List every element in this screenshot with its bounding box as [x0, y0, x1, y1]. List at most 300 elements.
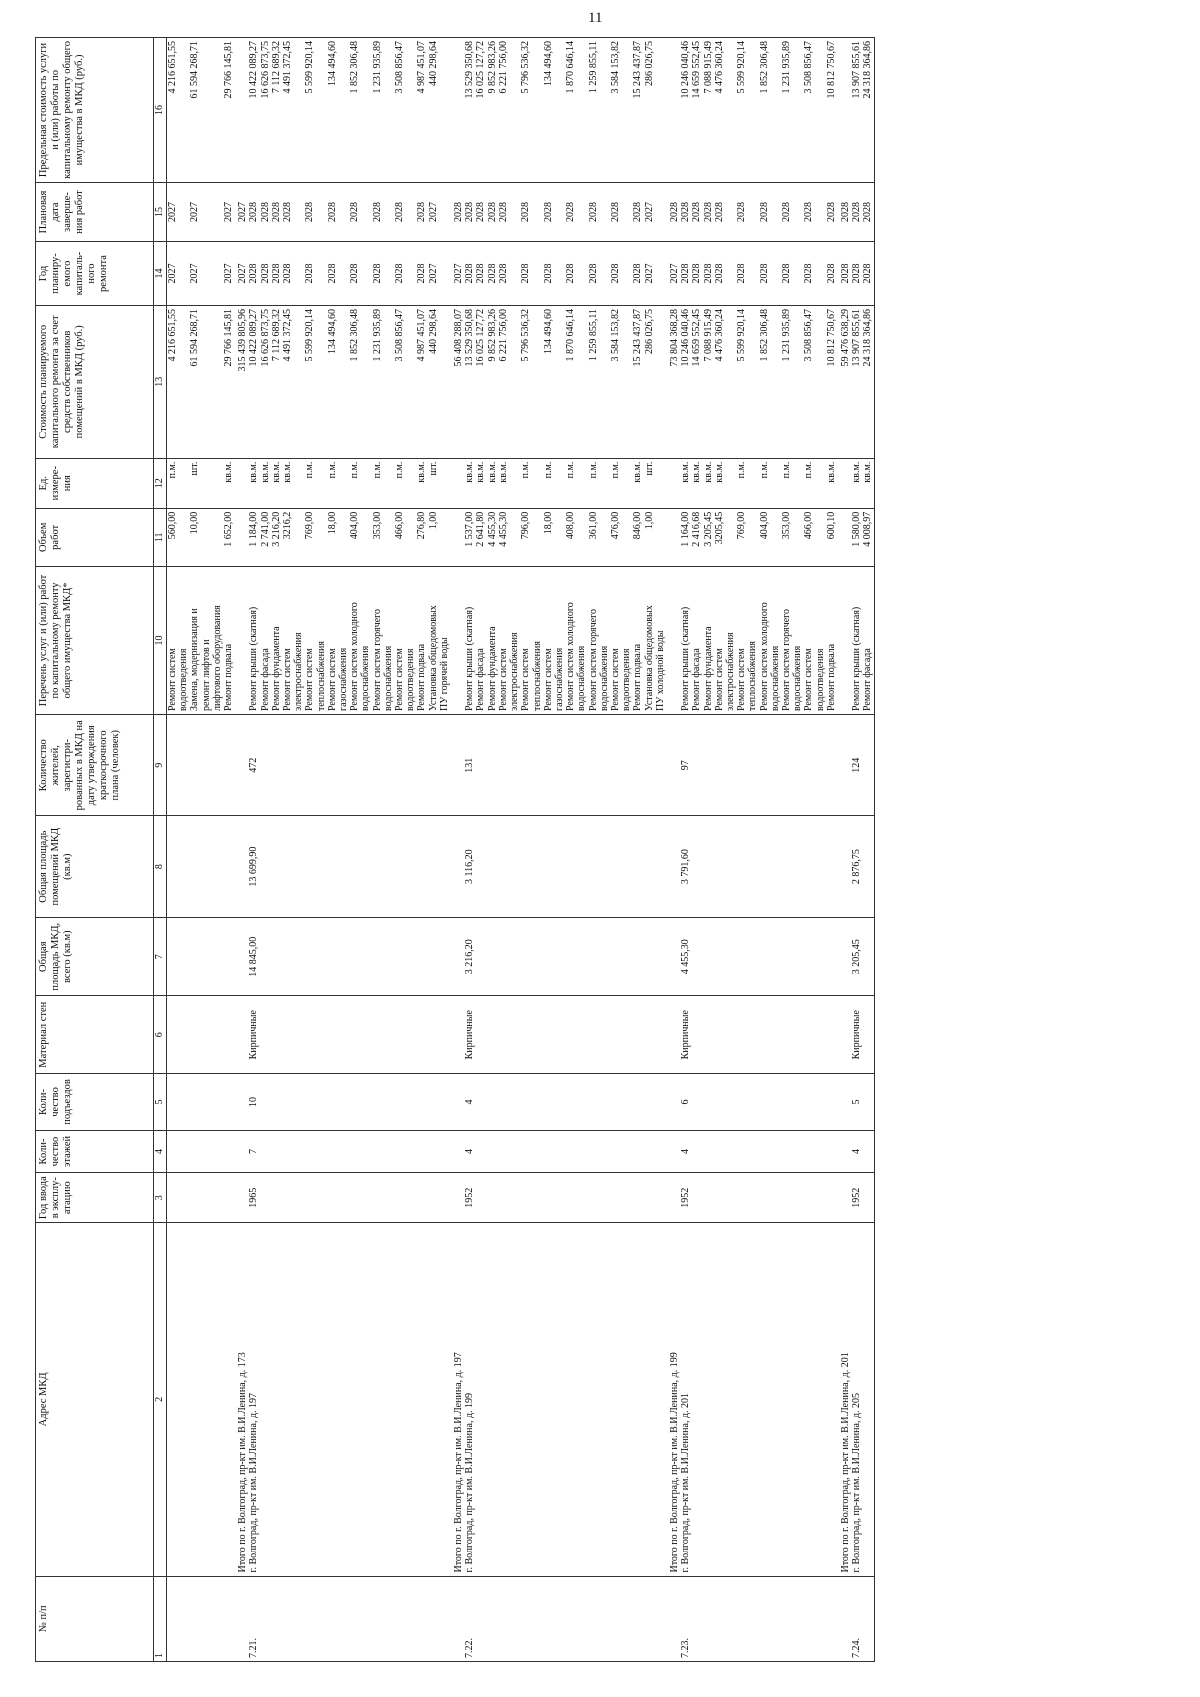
empty-cell — [282, 715, 293, 816]
empty-cell — [621, 917, 632, 996]
work-max-cost: 16 025 127,72 — [475, 38, 486, 183]
empty-cell — [316, 917, 327, 996]
empty-cell — [338, 1073, 349, 1130]
work-name: Ремонт крыши (скатная) — [680, 566, 691, 714]
empty-cell — [394, 715, 405, 816]
table-row — [520, 38, 531, 1662]
table-row — [439, 38, 450, 1662]
empty-cell — [837, 458, 851, 508]
empty-cell — [554, 715, 565, 816]
work-cost: 5 599 920,14 — [304, 305, 315, 458]
empty-cell — [826, 1130, 837, 1172]
column-header: Общая площадь МКД, всего (кв.м) — [36, 917, 154, 996]
empty-cell — [316, 1173, 327, 1223]
empty-cell — [372, 1173, 383, 1223]
empty-cell — [610, 1576, 621, 1661]
table-row — [282, 38, 293, 1662]
empty-cell — [167, 1576, 179, 1661]
work-volume: 3 205,45 — [703, 508, 714, 566]
work-volume: 3205,45 — [714, 508, 725, 566]
empty-cell — [498, 1173, 509, 1223]
empty-cell — [349, 917, 360, 996]
work-name: Ремонт подвала — [826, 566, 837, 714]
work-end-date — [212, 182, 223, 241]
empty-cell — [201, 1576, 212, 1661]
commission-year: 1952 — [680, 1173, 691, 1223]
work-unit: кв.м. — [260, 458, 271, 508]
work-cost: 61 594 268,71 — [189, 305, 200, 458]
work-cost: 1 852 306,48 — [349, 305, 360, 458]
table-row — [464, 38, 475, 1662]
table-row — [189, 38, 200, 1662]
empty-cell — [599, 1576, 610, 1661]
table-row — [725, 38, 736, 1662]
empty-cell — [475, 1073, 486, 1130]
empty-cell — [792, 996, 803, 1073]
empty-cell — [599, 1223, 610, 1576]
work-end-date: 2028 — [759, 182, 770, 241]
empty-cell — [792, 917, 803, 996]
empty-cell — [383, 1173, 394, 1223]
empty-cell — [520, 917, 531, 996]
empty-cell — [576, 917, 587, 996]
empty-cell — [439, 1130, 450, 1172]
empty-cell — [475, 1576, 486, 1661]
work-year: 2028 — [862, 242, 874, 306]
empty-cell — [792, 715, 803, 816]
column-number: 2 — [154, 1223, 167, 1576]
rooms-area: 3 116,20 — [464, 816, 475, 917]
empty-cell — [655, 1223, 666, 1576]
work-end-date: 2028 — [520, 182, 531, 241]
empty-cell — [520, 1073, 531, 1130]
building-address: г. Волгоград, пр-кт им. В.И.Ленина, д. 201 — [680, 1223, 691, 1576]
table-row — [498, 38, 509, 1662]
table-row — [316, 38, 327, 1662]
column-number: 13 — [154, 305, 167, 458]
work-cost — [747, 305, 758, 458]
empty-cell — [509, 1130, 520, 1172]
work-volume: 846,00 — [632, 508, 643, 566]
empty-cell — [803, 1073, 814, 1130]
empty-cell — [383, 1223, 394, 1576]
work-max-cost: 16 626 873,75 — [260, 38, 271, 183]
empty-cell — [599, 715, 610, 816]
empty-cell — [770, 1130, 781, 1172]
empty-cell — [349, 1073, 360, 1130]
empty-cell — [475, 715, 486, 816]
table-row — [703, 38, 714, 1662]
work-max-cost: 286 026,75 — [644, 38, 655, 183]
work-name: Ремонт систем — [803, 566, 814, 714]
work-unit: кв.м. — [862, 458, 874, 508]
work-year — [293, 242, 304, 306]
work-max-cost: 5 599 920,14 — [736, 38, 747, 183]
empty-cell — [770, 715, 781, 816]
work-year: 2028 — [632, 242, 643, 306]
column-header: Перечень услуг и (или) работ по капитальному ремонту общего имущества МКД* — [36, 566, 154, 714]
empty-cell — [576, 1223, 587, 1576]
empty-cell — [450, 1073, 464, 1130]
empty-cell — [588, 917, 599, 996]
capital-repair-table — [35, 37, 875, 1662]
header-row — [36, 38, 154, 1662]
work-year — [338, 242, 349, 306]
empty-cell — [736, 996, 747, 1073]
empty-cell — [260, 1173, 271, 1223]
empty-cell — [327, 816, 338, 917]
work-name: Ремонт систем горячего — [372, 566, 383, 714]
empty-cell — [565, 816, 576, 917]
column-header: Объем работ — [36, 508, 154, 566]
work-year — [201, 242, 212, 306]
total-cost: 315 439 805,96 — [234, 305, 248, 458]
table-row — [610, 38, 621, 1662]
empty-cell — [223, 1073, 234, 1130]
table-row — [680, 38, 691, 1662]
work-name: Ремонт подвала — [632, 566, 643, 714]
empty-cell — [201, 1130, 212, 1172]
empty-cell — [714, 996, 725, 1073]
empty-cell — [271, 996, 282, 1073]
work-end-date: 2028 — [394, 182, 405, 241]
work-cost — [178, 305, 189, 458]
empty-cell — [405, 917, 416, 996]
empty-cell — [703, 996, 714, 1073]
empty-cell — [747, 1130, 758, 1172]
work-max-cost — [770, 38, 781, 183]
empty-cell — [201, 1173, 212, 1223]
empty-cell — [747, 1223, 758, 1576]
empty-cell — [372, 1073, 383, 1130]
empty-cell — [450, 38, 464, 183]
empty-cell — [178, 1173, 189, 1223]
empty-cell — [714, 1173, 725, 1223]
work-volume: 466,00 — [803, 508, 814, 566]
work-cost — [383, 305, 394, 458]
work-end-date: 2027 — [189, 182, 200, 241]
empty-cell — [576, 715, 587, 816]
work-max-cost: 1 870 646,14 — [565, 38, 576, 183]
empty-cell — [759, 1130, 770, 1172]
empty-cell — [610, 1223, 621, 1576]
work-unit — [383, 458, 394, 508]
empty-cell — [666, 38, 680, 183]
empty-cell — [644, 816, 655, 917]
work-name: водоотведения — [815, 566, 826, 714]
empty-cell — [803, 715, 814, 816]
work-unit: п.м. — [372, 458, 383, 508]
work-name: ремонт лифтов и — [201, 566, 212, 714]
empty-cell — [178, 1073, 189, 1130]
work-name: электроснабжения — [725, 566, 736, 714]
empty-cell — [234, 917, 248, 996]
empty-cell — [372, 1223, 383, 1576]
empty-cell — [576, 1576, 587, 1661]
empty-cell — [610, 1130, 621, 1172]
empty-cell — [338, 816, 349, 917]
work-end-date: 2027 — [644, 182, 655, 241]
work-volume — [554, 508, 565, 566]
work-end-date: 2028 — [781, 182, 792, 241]
empty-cell — [509, 816, 520, 917]
work-year: 2028 — [803, 242, 814, 306]
empty-cell — [498, 1130, 509, 1172]
work-unit: шт. — [428, 458, 439, 508]
work-year: 2027 — [223, 242, 234, 306]
work-max-cost: 1 231 935,89 — [372, 38, 383, 183]
empty-cell — [201, 996, 212, 1073]
work-end-date: 2028 — [498, 182, 509, 241]
empty-cell — [714, 1073, 725, 1130]
work-name: водоснабжения — [770, 566, 781, 714]
empty-cell — [189, 917, 200, 996]
empty-cell — [282, 917, 293, 996]
work-max-cost: 7 088 915,49 — [703, 38, 714, 183]
empty-cell — [450, 1173, 464, 1223]
work-volume — [293, 508, 304, 566]
empty-cell — [532, 996, 543, 1073]
work-name: Ремонт фасада — [260, 566, 271, 714]
work-year: 2028 — [691, 242, 702, 306]
empty-cell — [509, 1073, 520, 1130]
work-cost: 1 231 935,89 — [781, 305, 792, 458]
column-header: Материал стен — [36, 996, 154, 1073]
work-end-date — [655, 182, 666, 241]
work-name: Ремонт фасада — [691, 566, 702, 714]
empty-cell — [212, 816, 223, 917]
empty-cell — [234, 566, 248, 714]
work-volume — [747, 508, 758, 566]
work-unit — [293, 458, 304, 508]
empty-cell — [405, 1223, 416, 1576]
work-volume: 1 164,00 — [680, 508, 691, 566]
table-row — [532, 38, 543, 1662]
empty-cell — [405, 715, 416, 816]
work-cost: 13 907 855,61 — [851, 305, 862, 458]
page-number: 11 — [588, 10, 603, 26]
work-max-cost: 1 852 306,48 — [759, 38, 770, 183]
work-unit — [178, 458, 189, 508]
empty-cell — [666, 1073, 680, 1130]
empty-cell — [644, 1576, 655, 1661]
work-unit — [725, 458, 736, 508]
empty-cell — [792, 1223, 803, 1576]
empty-cell — [201, 715, 212, 816]
work-cost — [815, 305, 826, 458]
work-end-date: 2028 — [475, 182, 486, 241]
work-unit: кв.м. — [416, 458, 427, 508]
work-cost — [439, 305, 450, 458]
work-volume: 1 652,00 — [223, 508, 234, 566]
empty-cell — [178, 1576, 189, 1661]
empty-cell — [632, 996, 643, 1073]
work-end-date: 2028 — [248, 182, 259, 241]
empty-cell — [554, 1073, 565, 1130]
work-name: Ремонт подвала — [223, 566, 234, 714]
empty-cell — [304, 816, 315, 917]
empty-cell — [576, 1130, 587, 1172]
empty-cell — [837, 1073, 851, 1130]
work-unit: п.м. — [167, 458, 179, 508]
empty-cell — [736, 816, 747, 917]
column-header: Плановая дата заверше-ния работ — [36, 182, 154, 241]
table-row — [576, 38, 587, 1662]
column-header: № п/п — [36, 1576, 154, 1661]
work-end-date — [439, 182, 450, 241]
work-name: лифтового оборудования — [212, 566, 223, 714]
empty-cell — [383, 1073, 394, 1130]
work-year — [360, 242, 371, 306]
empty-cell — [837, 1130, 851, 1172]
empty-cell — [655, 1130, 666, 1172]
work-name: Ремонт систем — [304, 566, 315, 714]
work-cost: 29 766 145,81 — [223, 305, 234, 458]
work-name: ПУ холодной воды — [655, 566, 666, 714]
work-year: 2028 — [416, 242, 427, 306]
column-number: 14 — [154, 242, 167, 306]
work-max-cost: 61 594 268,71 — [189, 38, 200, 183]
work-volume: 1 184,00 — [248, 508, 259, 566]
work-name: Ремонт фундамента — [487, 566, 498, 714]
empty-cell — [293, 1576, 304, 1661]
work-name: Ремонт фундамента — [703, 566, 714, 714]
table-row — [792, 38, 803, 1662]
work-name: водоснабжения — [576, 566, 587, 714]
table-row — [293, 38, 304, 1662]
work-cost: 5 796 536,32 — [520, 305, 531, 458]
work-end-date — [621, 182, 632, 241]
empty-cell — [271, 917, 282, 996]
work-name: водоснабжения — [383, 566, 394, 714]
empty-cell — [167, 816, 179, 917]
work-unit: п.м. — [349, 458, 360, 508]
work-max-cost — [316, 38, 327, 183]
empty-cell — [189, 816, 200, 917]
empty-cell — [632, 715, 643, 816]
empty-cell — [691, 1073, 702, 1130]
empty-cell — [632, 1073, 643, 1130]
empty-cell — [725, 1173, 736, 1223]
work-unit — [201, 458, 212, 508]
empty-cell — [189, 1173, 200, 1223]
empty-cell — [747, 715, 758, 816]
empty-cell — [815, 816, 826, 917]
empty-cell — [691, 1173, 702, 1223]
work-volume: 353,00 — [781, 508, 792, 566]
empty-cell — [543, 1173, 554, 1223]
work-unit: п.м. — [394, 458, 405, 508]
work-cost: 7 088 915,49 — [703, 305, 714, 458]
empty-cell — [565, 1073, 576, 1130]
empty-cell — [520, 816, 531, 917]
empty-cell — [428, 1130, 439, 1172]
column-number: 9 — [154, 715, 167, 816]
empty-cell — [520, 1223, 531, 1576]
work-volume: 2 741,00 — [260, 508, 271, 566]
work-unit: п.м. — [759, 458, 770, 508]
work-cost: 1 231 935,89 — [372, 305, 383, 458]
work-end-date — [338, 182, 349, 241]
empty-cell — [316, 816, 327, 917]
empty-cell — [304, 1130, 315, 1172]
work-year — [316, 242, 327, 306]
empty-cell — [714, 917, 725, 996]
work-end-date: 2028 — [691, 182, 702, 241]
empty-cell — [212, 1073, 223, 1130]
table-row — [644, 38, 655, 1662]
empty-cell — [759, 996, 770, 1073]
empty-cell — [666, 715, 680, 816]
building-address: г. Волгоград, пр-кт им. В.И.Ленина, д. 197 — [248, 1223, 259, 1576]
total-year: 2028 — [837, 242, 851, 306]
wall-material: Кирпичные — [851, 996, 862, 1073]
work-unit: кв.м. — [223, 458, 234, 508]
work-end-date: 2028 — [372, 182, 383, 241]
empty-cell — [293, 1130, 304, 1172]
row-number: 7.24. — [851, 1576, 862, 1661]
column-header: Предельная стоимость услуги и (или) работы по капитальному ремонту общего имущества в МКД (руб.) — [36, 38, 154, 183]
work-cost — [509, 305, 520, 458]
empty-cell — [223, 996, 234, 1073]
table-row — [770, 38, 781, 1662]
work-year: 2028 — [248, 242, 259, 306]
work-year: 2028 — [588, 242, 599, 306]
empty-cell — [770, 1173, 781, 1223]
work-max-cost: 440 298,64 — [428, 38, 439, 183]
work-max-cost: 10 246 040,46 — [680, 38, 691, 183]
empty-cell — [327, 1173, 338, 1223]
empty-cell — [666, 1130, 680, 1172]
work-end-date: 2027 — [428, 182, 439, 241]
work-end-date: 2028 — [610, 182, 621, 241]
work-unit — [792, 458, 803, 508]
table-row — [851, 38, 862, 1662]
work-cost: 6 221 756,00 — [498, 305, 509, 458]
empty-cell — [736, 1223, 747, 1576]
column-header: Год планиру-емого капиталь-ного ремонта — [36, 242, 154, 306]
empty-cell — [178, 715, 189, 816]
table-row — [599, 38, 610, 1662]
work-unit: кв.м. — [680, 458, 691, 508]
empty-cell — [837, 816, 851, 917]
empty-cell — [428, 917, 439, 996]
table-row — [781, 38, 792, 1662]
work-cost: 10 246 040,46 — [680, 305, 691, 458]
work-name: Ремонт фасада — [475, 566, 486, 714]
empty-cell — [815, 1073, 826, 1130]
work-unit — [532, 458, 543, 508]
empty-cell — [260, 917, 271, 996]
work-volume: 18,00 — [327, 508, 338, 566]
empty-cell — [212, 996, 223, 1073]
work-unit: п.м. — [736, 458, 747, 508]
empty-cell — [759, 1576, 770, 1661]
empty-cell — [212, 1576, 223, 1661]
column-header: Коли-чество подъездов — [36, 1073, 154, 1130]
empty-cell — [439, 1223, 450, 1576]
work-year — [747, 242, 758, 306]
work-volume: 769,00 — [736, 508, 747, 566]
empty-cell — [691, 816, 702, 917]
work-unit: п.м. — [781, 458, 792, 508]
work-cost: 1 259 855,11 — [588, 305, 599, 458]
work-cost: 9 852 983,26 — [487, 305, 498, 458]
work-end-date — [316, 182, 327, 241]
empty-cell — [862, 1073, 874, 1130]
entrances-count: 5 — [851, 1073, 862, 1130]
empty-cell — [509, 1223, 520, 1576]
